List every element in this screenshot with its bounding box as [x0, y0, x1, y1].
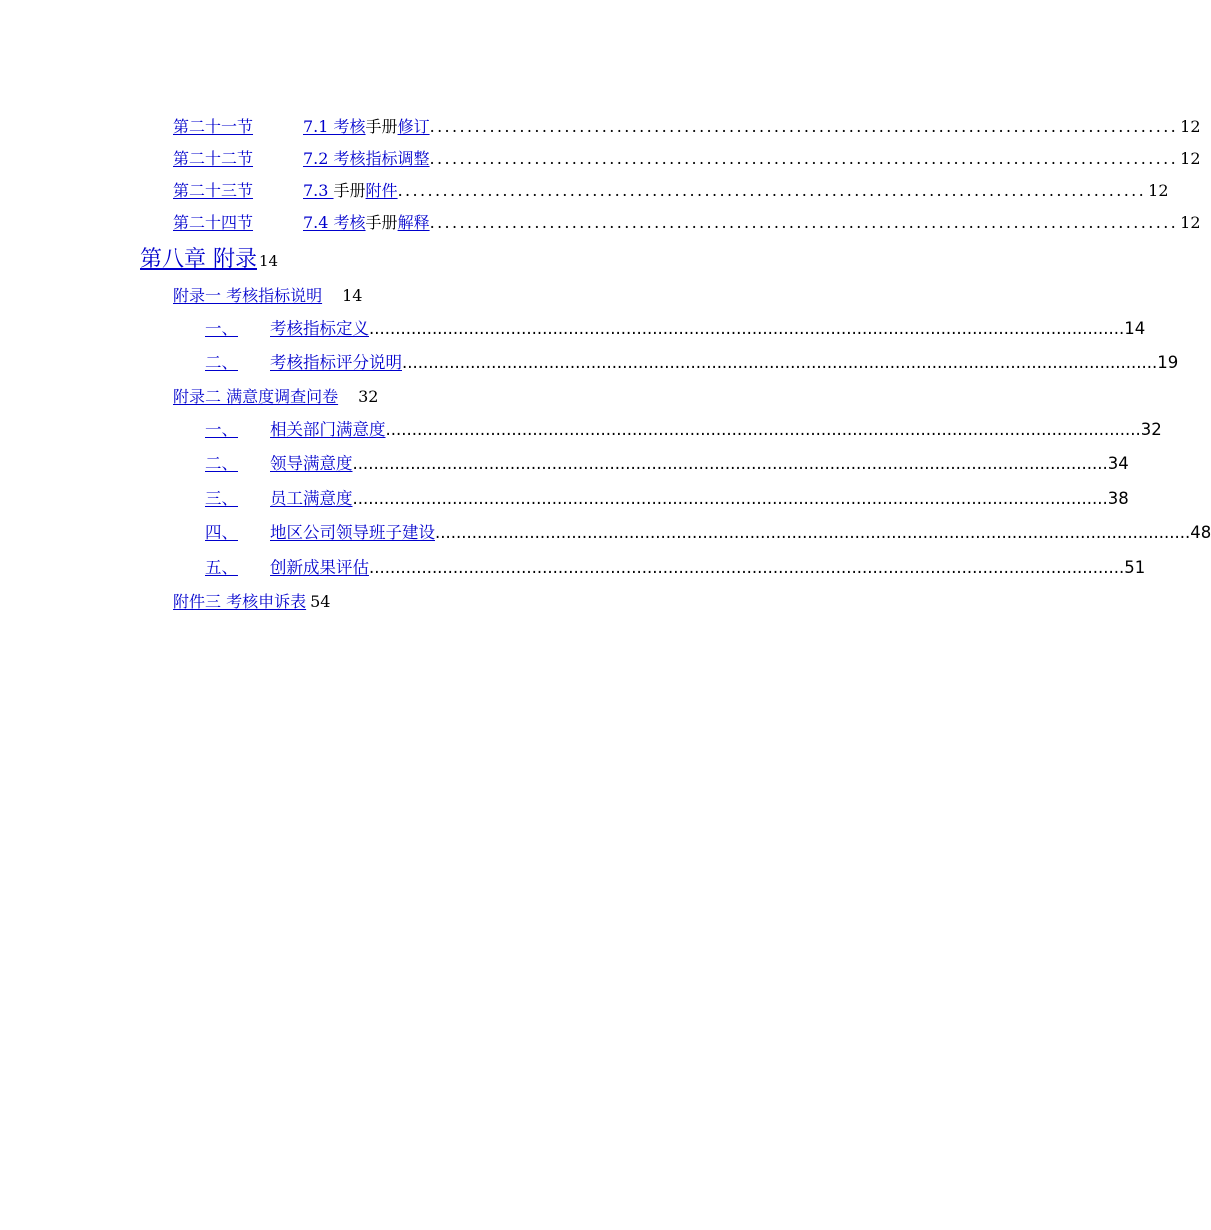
- toc-section-row[interactable]: [173, 178, 1169, 201]
- page-number: 19: [1157, 353, 1179, 372]
- item-number-link[interactable]: 一、: [205, 420, 238, 439]
- toc-section-row[interactable]: [173, 146, 1201, 169]
- appendix-title-link[interactable]: 附录二 满意度调查问卷: [173, 387, 339, 406]
- item-title-link[interactable]: 地区公司领导班子建设: [270, 523, 435, 542]
- item-title-link[interactable]: 相关部门满意度: [270, 420, 386, 439]
- page-number: 54: [310, 592, 331, 611]
- dot-leader: ................................................................................................................................................: [352, 489, 1108, 508]
- toc-appendix-item[interactable]: [205, 519, 1211, 543]
- page-number: 32: [1140, 420, 1162, 439]
- section-number-link[interactable]: 第二十一节: [173, 117, 254, 136]
- toc-appendix-item[interactable]: [205, 315, 1146, 339]
- dot-leader: ................................................................................................................................................: [402, 353, 1158, 372]
- item-number-link[interactable]: 三、: [205, 489, 238, 508]
- section-title: [303, 178, 398, 201]
- section-title: [303, 114, 430, 137]
- page-number: 14: [259, 252, 279, 270]
- section-title-link[interactable]: 7.1 考核: [303, 117, 366, 136]
- toc-appendix-item[interactable]: [205, 349, 1179, 373]
- item-title-link[interactable]: 考核指标评分说明: [270, 353, 402, 372]
- page-number: 12: [1148, 181, 1169, 200]
- toc-appendix-row[interactable]: [173, 283, 362, 306]
- page-number: 12: [1180, 213, 1201, 232]
- toc-appendix-item[interactable]: [205, 485, 1129, 509]
- section-title: [303, 210, 430, 233]
- item-number-link[interactable]: 二、: [205, 353, 238, 372]
- section-number-link[interactable]: 第二十二节: [173, 149, 254, 168]
- page-number: 12: [1180, 149, 1201, 168]
- section-title-link[interactable]: 解释: [397, 213, 430, 232]
- item-title-link[interactable]: 员工满意度: [270, 489, 353, 508]
- dot-leader: ....................................................................................................: [429, 213, 1179, 232]
- section-title-link[interactable]: 附件: [365, 181, 398, 200]
- item-title-link[interactable]: 考核指标定义: [270, 319, 369, 338]
- toc-appendix-item[interactable]: [205, 416, 1162, 440]
- appendix-title-link[interactable]: 附件三 考核申诉表: [173, 592, 307, 611]
- section-title-link[interactable]: 7.2 考核指标调整: [303, 149, 430, 168]
- dot-leader: ....................................................................................................: [429, 149, 1179, 168]
- section-number-link[interactable]: 第二十三节: [173, 181, 254, 200]
- appendix-title-link[interactable]: 附录一 考核指标说明: [173, 286, 323, 305]
- page-number: 34: [1107, 454, 1129, 473]
- toc-section-row[interactable]: [173, 114, 1201, 137]
- dot-leader: ................................................................................................................................................: [385, 420, 1141, 439]
- chapter-title-link[interactable]: 第八章 附录: [140, 247, 257, 272]
- page-number: 12: [1180, 117, 1201, 136]
- page-number: 48: [1190, 523, 1211, 542]
- section-title-text: 手册: [365, 117, 398, 136]
- dot-leader: ................................................................................................................................................: [435, 523, 1191, 542]
- dot-leader: ................................................................................................................................................: [352, 454, 1108, 473]
- section-title-text: 手册: [333, 181, 366, 200]
- item-number-link[interactable]: 二、: [205, 454, 238, 473]
- toc-appendix-row[interactable]: [173, 589, 330, 612]
- item-number-link[interactable]: 五、: [205, 558, 238, 577]
- page-number: 14: [1124, 319, 1146, 338]
- item-number-link[interactable]: 一、: [205, 319, 238, 338]
- page-number: 14: [342, 286, 363, 305]
- dot-leader: ................................................................................................................................................: [369, 319, 1125, 338]
- section-title-link[interactable]: 修订: [397, 117, 430, 136]
- toc-section-row[interactable]: [173, 210, 1201, 233]
- section-title-link[interactable]: 7.4 考核: [303, 213, 366, 232]
- item-title-link[interactable]: 领导满意度: [270, 454, 353, 473]
- section-title-link[interactable]: 7.3: [303, 181, 334, 200]
- item-number-link[interactable]: 四、: [205, 523, 238, 542]
- page-number: 38: [1107, 489, 1129, 508]
- section-title-text: 手册: [365, 213, 398, 232]
- toc-appendix-item[interactable]: [205, 450, 1129, 474]
- dot-leader: ....................................................................................................: [429, 117, 1179, 136]
- section-number-link[interactable]: 第二十四节: [173, 213, 254, 232]
- toc-chapter-row[interactable]: [140, 242, 278, 273]
- dot-leader: ................................................................................................................................................: [369, 558, 1125, 577]
- page-number: 32: [358, 387, 379, 406]
- page-number: 51: [1124, 558, 1146, 577]
- item-title-link[interactable]: 创新成果评估: [270, 558, 369, 577]
- dot-leader: ....................................................................................................: [397, 181, 1147, 200]
- toc-appendix-row[interactable]: [173, 384, 378, 407]
- section-title: [303, 146, 430, 169]
- toc-appendix-item[interactable]: [205, 554, 1146, 578]
